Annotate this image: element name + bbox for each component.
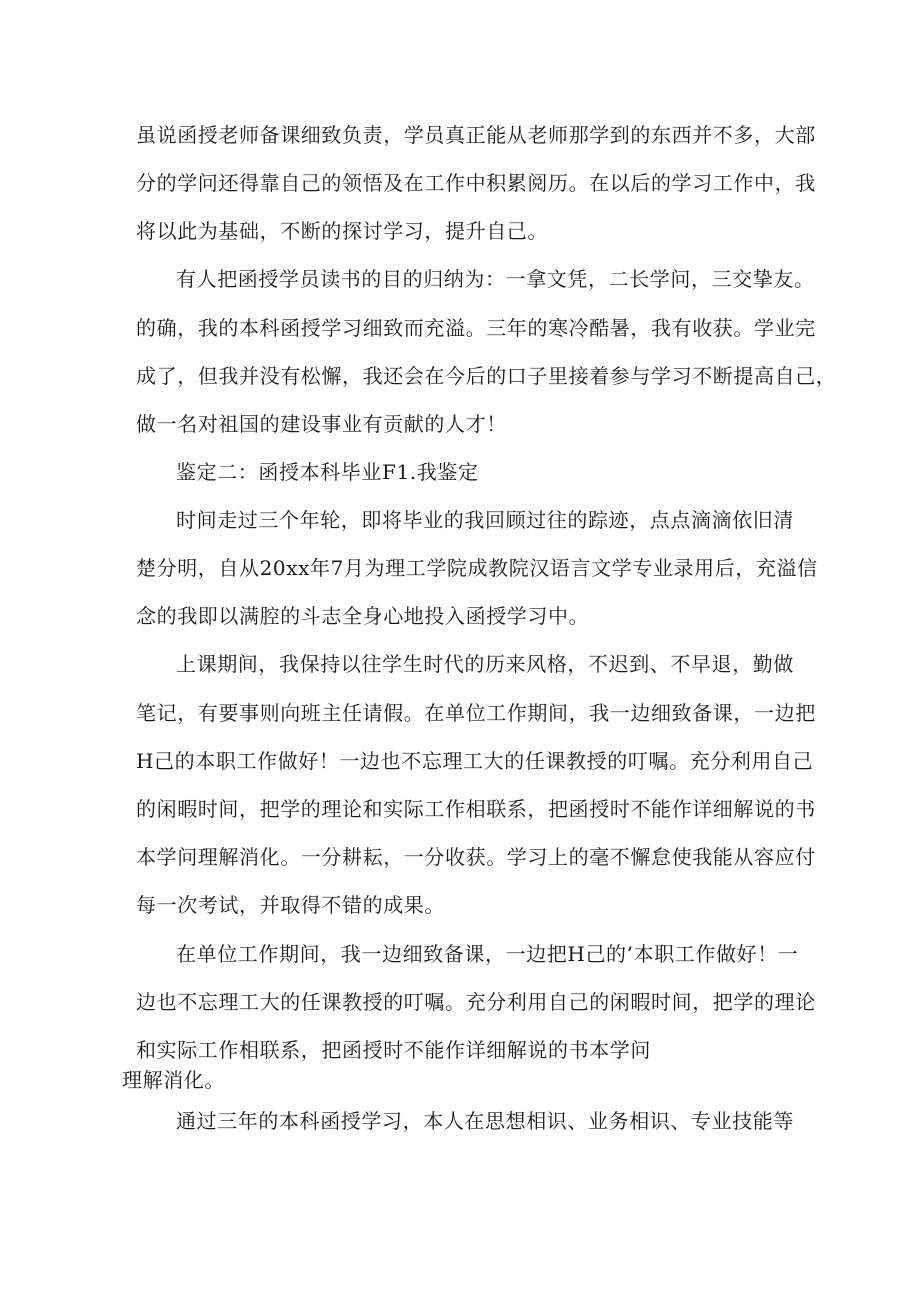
text-line: 本学问理解消化。一分耕耘，一分收获。学习上的毫不懈怠使我能从容应付 (136, 845, 816, 869)
text-line: 笔记，有要事则向班主任请假。在单位工作期间，我一边细致备课，一边把 (136, 701, 816, 725)
section-heading: 鉴定二：函授本科毕业F1.我鉴定 (176, 460, 479, 484)
text-line: 分的学问还得靠自己的领悟及在工作中积累阅历。在以后的学习工作中，我 (136, 171, 816, 195)
text-line: 的确，我的本科函授学习细致而充溢。三年的寒冷酷暑，我有收获。学业完 (136, 316, 816, 340)
text-line: 做一名对祖国的建设事业有贡献的人才！ (136, 412, 507, 436)
text-line: 将以此为基础，不断的探讨学习，提升自己。 (136, 219, 548, 243)
text-line: 上课期间，我保持以往学生时代的历来风格，不迟到、不早退，勤做 (176, 652, 794, 676)
text-line: 理解消化。 (122, 1068, 225, 1092)
text-line: 在单位工作期间，我一边细致备课，一边把H己的’本职工作做好！一 (176, 942, 799, 966)
text-line: 通过三年的本科函授学习，本人在思想相识、业务相识、专业技能等 (176, 1109, 794, 1133)
text-line: 楚分明，自从20xx年7月为理工学院成教院汉语言文学专业录用后，充溢信 (136, 556, 818, 580)
text-line: 每一次考试，并取得不错的成果。 (136, 893, 445, 917)
text-line: 时间走过三个年轮，即将毕业的我回顾过往的踪迹，点点滴滴依旧清 (176, 508, 794, 532)
text-line: H己的本职工作做好！一边也不忘理工大的任课教授的叮嘱。充分利用自己 (136, 749, 814, 773)
text-line: 和实际工作相联系，把函授时不能作详细解说的书本学问 (136, 1038, 651, 1062)
text-line: 有人把函授学员读书的目的归纳为：一拿文凭，二长学问，三交挚友。 (176, 267, 815, 291)
text-line: 虽说函授老师备课细致负责，学员真正能从老师那学到的东西并不多，大部 (136, 123, 816, 147)
text-line: 念的我即以满腔的斗志全身心地投入函授学习中。 (136, 604, 590, 628)
text-line: 的闲暇时间，把学的理论和实际工作相联系，把函授时不能作详细解说的书 (136, 797, 816, 821)
text-line: 边也不忘理工大的任课教授的叮嘱。充分利用自己的闲暇时间，把学的理论 (136, 990, 816, 1014)
text-line: 成了，但我并没有松懈，我还会在今后的口子里接着参与学习不断提高自己， (136, 364, 837, 388)
